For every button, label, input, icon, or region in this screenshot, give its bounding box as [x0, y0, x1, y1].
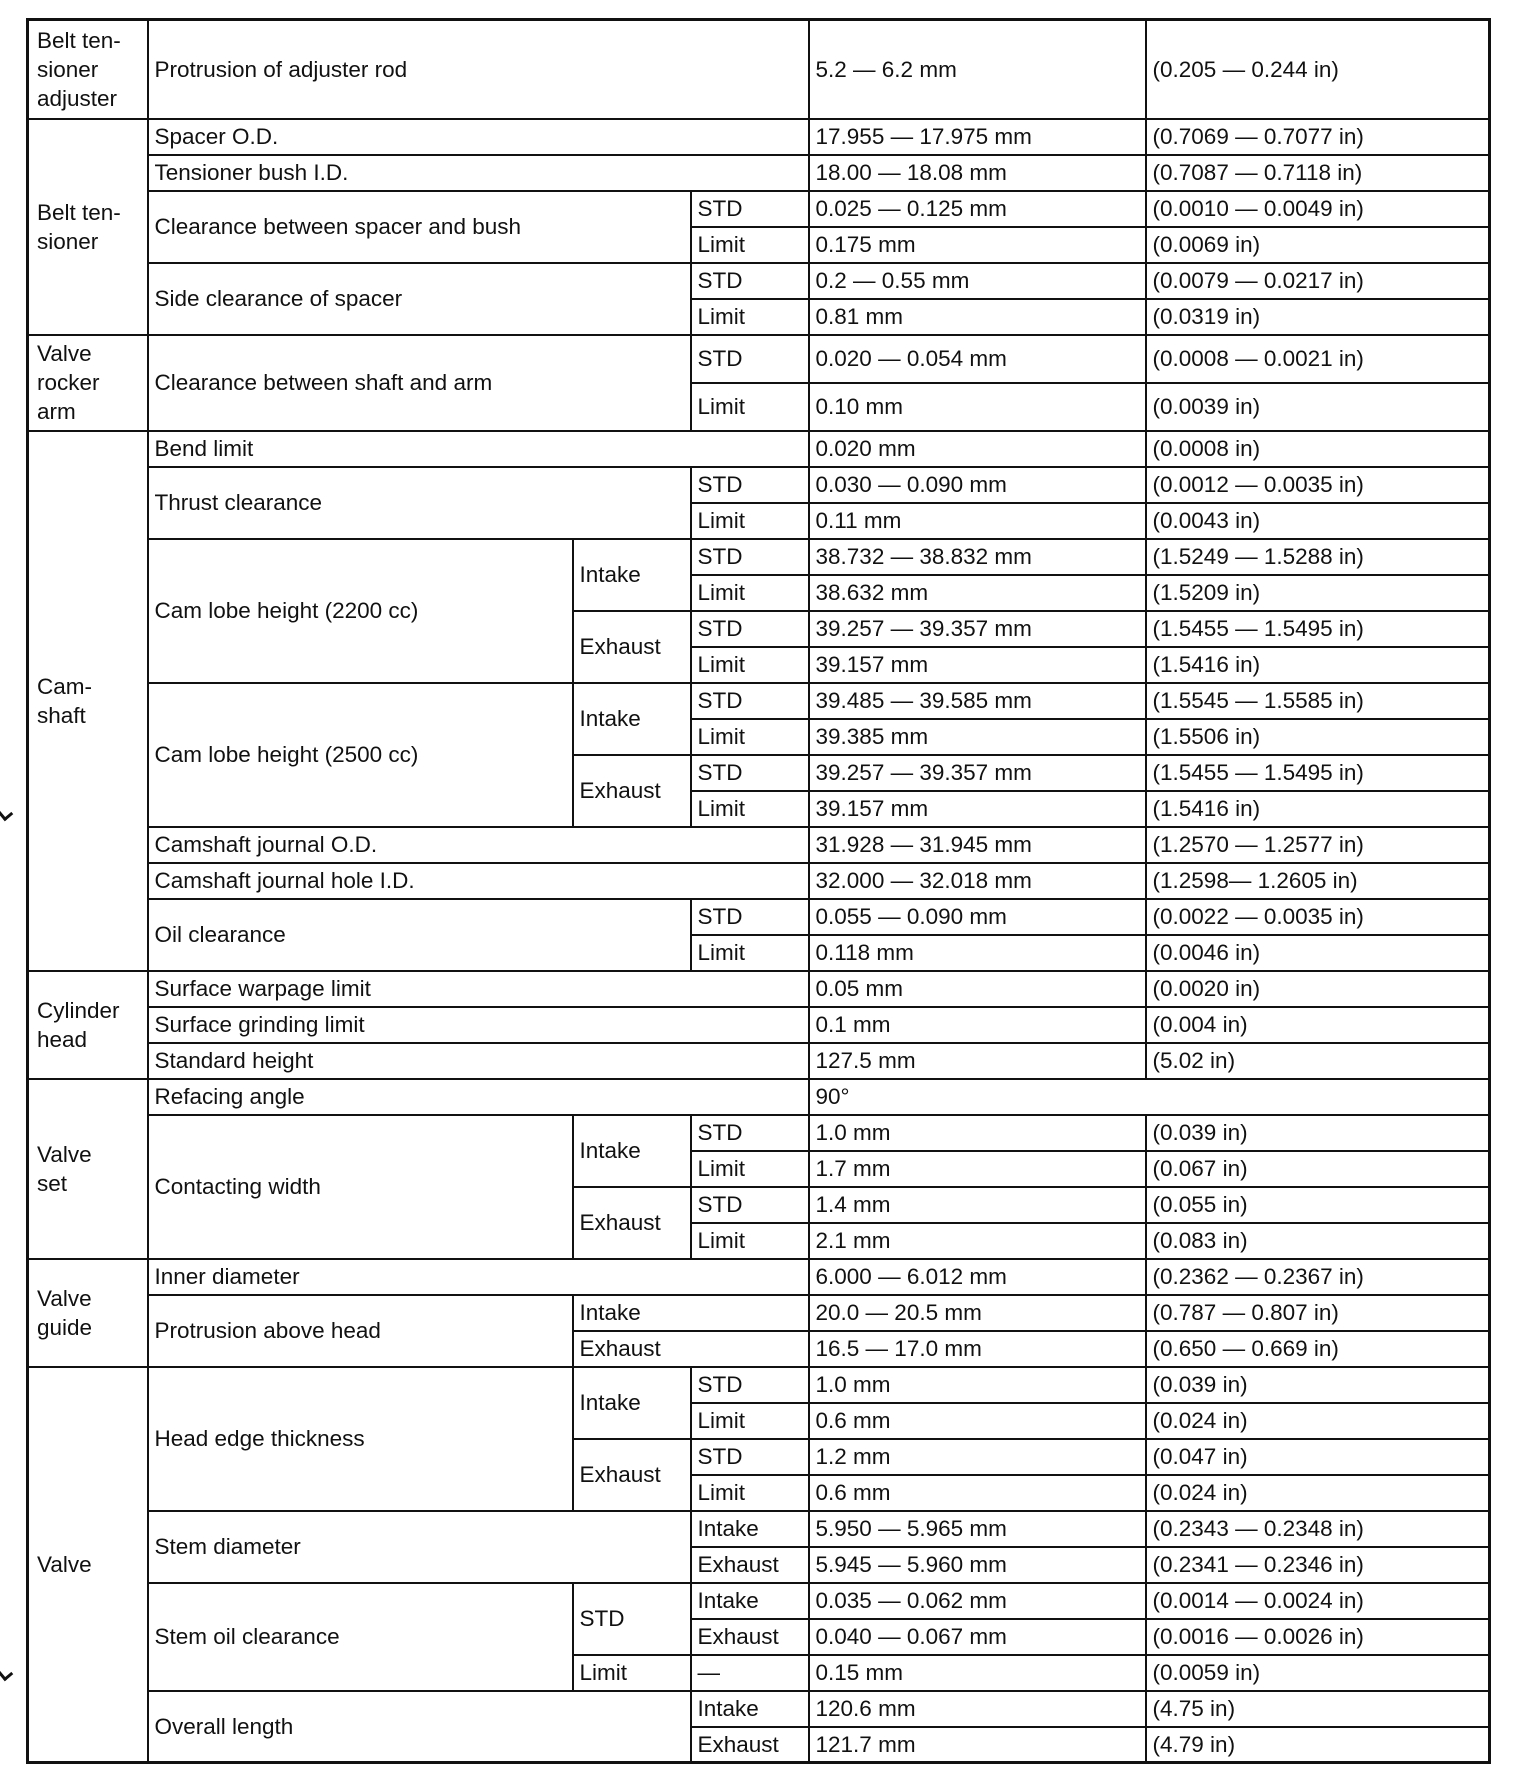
value-imperial: (1.2570 — 1.2577 in)	[1146, 827, 1490, 863]
value-metric: 39.157 mm	[809, 791, 1146, 827]
value-metric: 5.945 — 5.960 mm	[809, 1547, 1146, 1583]
sub-item: Exhaust	[573, 1187, 691, 1259]
table-row	[28, 1115, 1490, 1151]
value-metric: 39.385 mm	[809, 719, 1146, 755]
condition: Limit	[691, 1403, 809, 1439]
condition: STD	[691, 1439, 809, 1475]
item-label: Cam lobe height (2500 cc)	[148, 683, 573, 827]
item-label: Inner diameter	[148, 1259, 809, 1295]
value-metric: 0.10 mm	[809, 383, 1146, 431]
table-row	[28, 155, 1490, 191]
value-imperial: (0.004 in)	[1146, 1007, 1490, 1043]
item-label: Standard height	[148, 1043, 809, 1079]
value-imperial: (0.0022 — 0.0035 in)	[1146, 899, 1490, 935]
table-row	[28, 1511, 1490, 1547]
margin-mark	[0, 1666, 13, 1681]
condition: STD	[691, 1115, 809, 1151]
condition: Limit	[691, 227, 809, 263]
value-metric: 0.025 — 0.125 mm	[809, 191, 1146, 227]
value-imperial: (0.0012 — 0.0035 in)	[1146, 467, 1490, 503]
table-row	[28, 971, 1490, 1007]
item-label: Clearance between spacer and bush	[148, 191, 691, 263]
value-imperial: (1.5249 — 1.5288 in)	[1146, 539, 1490, 575]
value-imperial: (0.0010 — 0.0049 in)	[1146, 191, 1490, 227]
value-imperial: (5.02 in)	[1146, 1043, 1490, 1079]
group-label: Valve rocker arm	[28, 335, 148, 431]
value-metric: 120.6 mm	[809, 1691, 1146, 1727]
table-row	[28, 539, 1490, 575]
condition: Limit	[691, 647, 809, 683]
item-label: Camshaft journal hole I.D.	[148, 863, 809, 899]
sub-item: Intake	[573, 1367, 691, 1439]
sub-item: Intake	[573, 539, 691, 611]
value-imperial: (0.0020 in)	[1146, 971, 1490, 1007]
item-label: Bend limit	[148, 431, 809, 467]
group-label: Cylinder head	[28, 971, 148, 1079]
condition: Limit	[691, 935, 809, 971]
value-imperial: (0.2341 — 0.2346 in)	[1146, 1547, 1490, 1583]
condition: STD	[691, 1367, 809, 1403]
value-metric: 0.6 mm	[809, 1403, 1146, 1439]
margin-mark	[0, 806, 13, 821]
value-metric: 20.0 — 20.5 mm	[809, 1295, 1146, 1331]
item-label: Camshaft journal O.D.	[148, 827, 809, 863]
condition: STD	[691, 755, 809, 791]
item-label: Tensioner bush I.D.	[148, 155, 809, 191]
item-label: Stem oil clearance	[148, 1583, 573, 1691]
value-metric: 1.7 mm	[809, 1151, 1146, 1187]
sub-item: Intake	[573, 1295, 809, 1331]
value-metric: 5.950 — 5.965 mm	[809, 1511, 1146, 1547]
condition: Limit	[691, 791, 809, 827]
table-row	[28, 1007, 1490, 1043]
item-label: Surface warpage limit	[148, 971, 809, 1007]
value-imperial: (0.205 — 0.244 in)	[1146, 20, 1490, 119]
value-imperial: (0.2362 — 0.2367 in)	[1146, 1259, 1490, 1295]
item-label: Head edge thickness	[148, 1367, 573, 1511]
value-imperial: (4.75 in)	[1146, 1691, 1490, 1727]
item-label: Protrusion of adjuster rod	[148, 20, 809, 119]
value-imperial: (0.047 in)	[1146, 1439, 1490, 1475]
item-label: Contacting width	[148, 1115, 573, 1259]
condition: STD	[691, 1187, 809, 1223]
condition: STD	[691, 539, 809, 575]
value-metric: 0.175 mm	[809, 227, 1146, 263]
value-metric: 0.81 mm	[809, 299, 1146, 335]
table-row	[28, 1367, 1490, 1403]
value-metric: 1.4 mm	[809, 1187, 1146, 1223]
value-metric: 127.5 mm	[809, 1043, 1146, 1079]
value-metric: 16.5 — 17.0 mm	[809, 1331, 1146, 1367]
value-imperial: (1.5209 in)	[1146, 575, 1490, 611]
sub-item: Exhaust	[573, 755, 691, 827]
condition: Intake	[691, 1691, 809, 1727]
value-metric: 1.0 mm	[809, 1115, 1146, 1151]
table-row	[28, 683, 1490, 719]
sub-item: Intake	[573, 1115, 691, 1187]
group-label: Valve guide	[28, 1259, 148, 1367]
value-imperial: (1.5455 — 1.5495 in)	[1146, 755, 1490, 791]
value-imperial: (1.5545 — 1.5585 in)	[1146, 683, 1490, 719]
value-metric: 18.00 — 18.08 mm	[809, 155, 1146, 191]
condition: Limit	[691, 719, 809, 755]
item-label: Side clearance of spacer	[148, 263, 691, 335]
value-imperial: (0.0059 in)	[1146, 1655, 1490, 1691]
table-row	[28, 119, 1490, 155]
condition: STD	[691, 683, 809, 719]
table-row	[28, 1079, 1490, 1115]
value-metric: 6.000 — 6.012 mm	[809, 1259, 1146, 1295]
condition: STD	[691, 191, 809, 227]
table-row	[28, 467, 1490, 503]
table-row	[28, 1583, 1490, 1619]
condition: Limit	[691, 1475, 809, 1511]
value-metric: 0.040 — 0.067 mm	[809, 1619, 1146, 1655]
item-label: Cam lobe height (2200 cc)	[148, 539, 573, 683]
table-row	[28, 899, 1490, 935]
table-row	[28, 863, 1490, 899]
group-label: Valve	[28, 1367, 148, 1763]
sub-item: Exhaust	[573, 1439, 691, 1511]
item-label: Protrusion above head	[148, 1295, 573, 1367]
value-metric: 0.11 mm	[809, 503, 1146, 539]
value-metric: 1.0 mm	[809, 1367, 1146, 1403]
value-imperial: (0.0079 — 0.0217 in)	[1146, 263, 1490, 299]
value-metric: 38.632 mm	[809, 575, 1146, 611]
table-row	[28, 1259, 1490, 1295]
value-imperial: (0.0014 — 0.0024 in)	[1146, 1583, 1490, 1619]
value-imperial: (0.0319 in)	[1146, 299, 1490, 335]
value-imperial: (0.0043 in)	[1146, 503, 1490, 539]
value-metric: 1.2 mm	[809, 1439, 1146, 1475]
value-metric: 39.157 mm	[809, 647, 1146, 683]
group-label: Cam- shaft	[28, 431, 148, 971]
table-row	[28, 191, 1490, 227]
value-metric: 0.035 — 0.062 mm	[809, 1583, 1146, 1619]
value-imperial: (0.067 in)	[1146, 1151, 1490, 1187]
sub-item: Intake	[573, 683, 691, 755]
sub-item: STD	[573, 1583, 691, 1655]
value-metric: 39.257 — 39.357 mm	[809, 755, 1146, 791]
condition: STD	[691, 899, 809, 935]
value-imperial: (0.7087 — 0.7118 in)	[1146, 155, 1490, 191]
condition: STD	[691, 611, 809, 647]
table-row	[28, 20, 1490, 119]
value-metric: 39.485 — 39.585 mm	[809, 683, 1146, 719]
value-metric: 0.020 — 0.054 mm	[809, 335, 1146, 383]
value-imperial: (0.0008 in)	[1146, 431, 1490, 467]
value-metric: 5.2 — 6.2 mm	[809, 20, 1146, 119]
value-imperial: (0.024 in)	[1146, 1475, 1490, 1511]
condition: —	[691, 1655, 809, 1691]
value-imperial: (0.0069 in)	[1146, 227, 1490, 263]
value-metric: 0.020 mm	[809, 431, 1146, 467]
value-imperial: (0.0039 in)	[1146, 383, 1490, 431]
value-metric: 38.732 — 38.832 mm	[809, 539, 1146, 575]
item-label: Surface grinding limit	[148, 1007, 809, 1043]
table-row	[28, 431, 1490, 467]
value-metric: 0.118 mm	[809, 935, 1146, 971]
value-imperial: (0.7069 — 0.7077 in)	[1146, 119, 1490, 155]
item-label: Spacer O.D.	[148, 119, 809, 155]
value-metric: 0.05 mm	[809, 971, 1146, 1007]
table-row	[28, 335, 1490, 383]
condition: STD	[691, 335, 809, 383]
value-metric: 0.1 mm	[809, 1007, 1146, 1043]
value-metric: 39.257 — 39.357 mm	[809, 611, 1146, 647]
value-imperial: (0.2343 — 0.2348 in)	[1146, 1511, 1490, 1547]
value-imperial: (0.650 — 0.669 in)	[1146, 1331, 1490, 1367]
condition: Exhaust	[691, 1727, 809, 1763]
item-label: Refacing angle	[148, 1079, 809, 1115]
condition: STD	[691, 467, 809, 503]
condition: Exhaust	[691, 1547, 809, 1583]
item-label: Clearance between shaft and arm	[148, 335, 691, 431]
sub-item: Exhaust	[573, 1331, 809, 1367]
specification-table	[26, 18, 1491, 1764]
value-imperial: (0.787 — 0.807 in)	[1146, 1295, 1490, 1331]
table-row	[28, 263, 1490, 299]
value-metric: 2.1 mm	[809, 1223, 1146, 1259]
value-imperial: (1.5506 in)	[1146, 719, 1490, 755]
value-imperial: (0.055 in)	[1146, 1187, 1490, 1223]
value-imperial: (0.0016 — 0.0026 in)	[1146, 1619, 1490, 1655]
group-label: Belt ten- sioner adjuster	[28, 20, 148, 119]
item-label: Stem diameter	[148, 1511, 691, 1583]
table-row	[28, 1043, 1490, 1079]
sub-item: Exhaust	[573, 611, 691, 683]
value-metric: 0.6 mm	[809, 1475, 1146, 1511]
value-metric: 0.15 mm	[809, 1655, 1146, 1691]
table-row	[28, 1691, 1490, 1727]
item-label: Overall length	[148, 1691, 691, 1763]
value-imperial: (1.5416 in)	[1146, 647, 1490, 683]
value-imperial: (0.0008 — 0.0021 in)	[1146, 335, 1490, 383]
value-imperial: (0.039 in)	[1146, 1115, 1490, 1151]
value-imperial: (1.5416 in)	[1146, 791, 1490, 827]
value-metric: 0.2 — 0.55 mm	[809, 263, 1146, 299]
condition: Limit	[691, 503, 809, 539]
group-label: Belt ten- sioner	[28, 119, 148, 335]
value-imperial: (0.039 in)	[1146, 1367, 1490, 1403]
item-label: Oil clearance	[148, 899, 691, 971]
value-imperial: (4.79 in)	[1146, 1727, 1490, 1763]
value-metric: 121.7 mm	[809, 1727, 1146, 1763]
value-imperial: (1.5455 — 1.5495 in)	[1146, 611, 1490, 647]
condition: Limit	[691, 299, 809, 335]
condition: Intake	[691, 1583, 809, 1619]
value-metric: 17.955 — 17.975 mm	[809, 119, 1146, 155]
condition: Limit	[691, 383, 809, 431]
value-metric: 32.000 — 32.018 mm	[809, 863, 1146, 899]
value-metric: 31.928 — 31.945 mm	[809, 827, 1146, 863]
value-metric: 0.055 — 0.090 mm	[809, 899, 1146, 935]
condition: Limit	[691, 1223, 809, 1259]
value-imperial: (0.024 in)	[1146, 1403, 1490, 1439]
value-metric: 90°	[809, 1079, 1490, 1115]
condition: Limit	[691, 1151, 809, 1187]
value-metric: 0.030 — 0.090 mm	[809, 467, 1146, 503]
condition: Limit	[691, 575, 809, 611]
condition: Intake	[691, 1511, 809, 1547]
condition: Exhaust	[691, 1619, 809, 1655]
value-imperial: (1.2598— 1.2605 in)	[1146, 863, 1490, 899]
condition: STD	[691, 263, 809, 299]
item-label: Thrust clearance	[148, 467, 691, 539]
sub-item: Limit	[573, 1655, 691, 1691]
group-label: Valve set	[28, 1079, 148, 1259]
table-row	[28, 827, 1490, 863]
table-row	[28, 1295, 1490, 1331]
value-imperial: (0.0046 in)	[1146, 935, 1490, 971]
value-imperial: (0.083 in)	[1146, 1223, 1490, 1259]
